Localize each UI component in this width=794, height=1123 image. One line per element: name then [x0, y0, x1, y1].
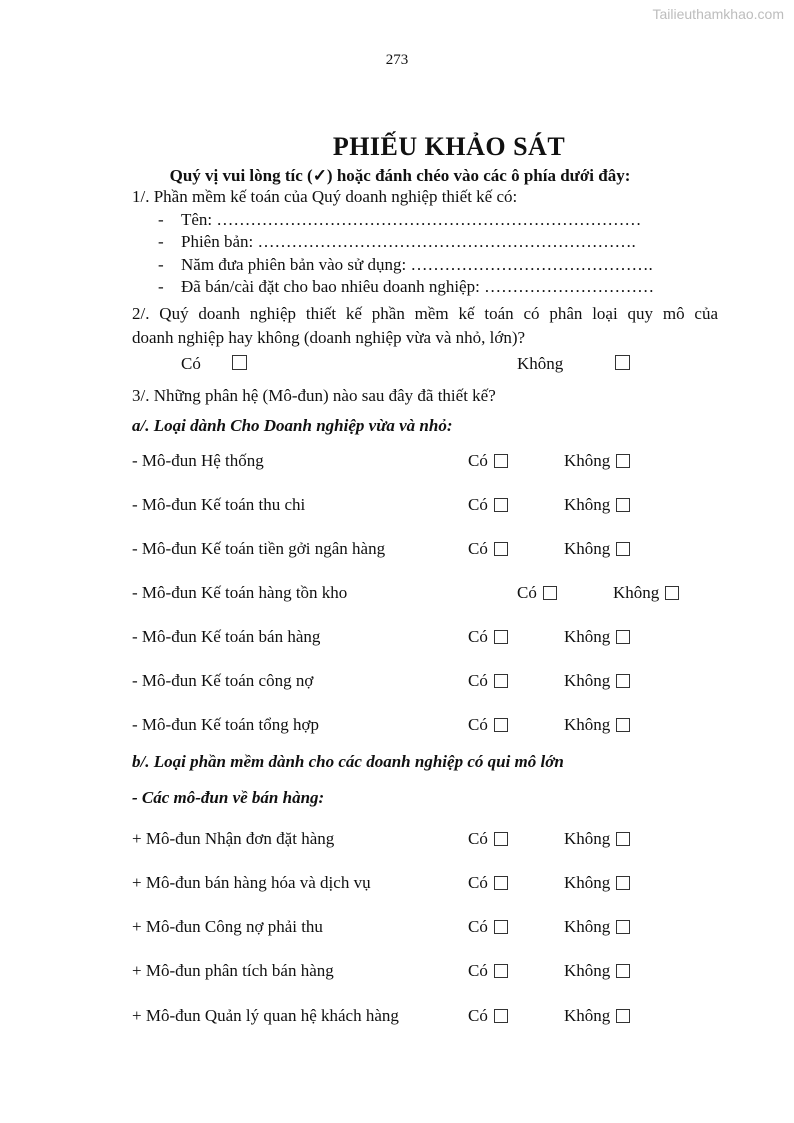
no-checkbox[interactable] — [616, 630, 630, 644]
no-checkbox[interactable] — [616, 1009, 630, 1023]
yes-checkbox[interactable] — [494, 876, 508, 890]
yes-option — [468, 829, 508, 849]
section-b-subtitle: - Các mô-đun về bán hàng: — [132, 788, 325, 807]
no-option — [564, 1006, 630, 1026]
no-label: Không — [613, 583, 660, 602]
no-label: Không — [564, 1006, 611, 1025]
yes-label: Có — [468, 495, 488, 514]
module-row-label: + Mô-đun Công nợ phải thu — [132, 917, 323, 936]
yes-checkbox[interactable] — [494, 454, 508, 468]
q2-yes-checkbox[interactable] — [232, 355, 247, 370]
no-label: Không — [564, 627, 611, 646]
no-checkbox[interactable] — [616, 498, 630, 512]
yes-checkbox[interactable] — [543, 586, 557, 600]
no-checkbox[interactable] — [616, 674, 630, 688]
yes-checkbox[interactable] — [494, 674, 508, 688]
yes-label: Có — [468, 961, 488, 980]
no-label: Không — [564, 451, 611, 470]
q1-name-field[interactable]: Tên: ………………………………………………………………… — [181, 210, 642, 229]
no-checkbox[interactable] — [616, 876, 630, 890]
bullet-dash: - — [158, 255, 164, 274]
no-option — [564, 451, 630, 471]
yes-label: Có — [468, 829, 488, 848]
no-option — [564, 495, 630, 515]
no-option — [564, 671, 630, 691]
no-option — [564, 917, 630, 937]
yes-option — [468, 1006, 508, 1026]
no-checkbox[interactable] — [616, 454, 630, 468]
yes-checkbox[interactable] — [494, 1009, 508, 1023]
q2-no-checkbox[interactable] — [615, 355, 630, 370]
bullet-dash: - — [158, 277, 164, 296]
yes-label: Có — [468, 671, 488, 690]
no-option — [613, 583, 679, 603]
module-row-label: + Mô-đun bán hàng hóa và dịch vụ — [132, 873, 371, 892]
yes-checkbox[interactable] — [494, 630, 508, 644]
no-checkbox[interactable] — [616, 718, 630, 732]
no-label: Không — [564, 961, 611, 980]
yes-label: Có — [468, 451, 488, 470]
yes-option — [468, 917, 508, 937]
instruction: Quý vị vui lòng tíc (✓) hoặc đánh chéo vào các ô phía dưới đây: — [169, 166, 631, 185]
no-checkbox[interactable] — [616, 964, 630, 978]
yes-label: Có — [468, 873, 488, 892]
question-3: 3/. Những phân hệ (Mô-đun) nào sau đây đã thiết kế? — [132, 386, 496, 405]
no-option — [564, 715, 630, 735]
question-2-line-1: 2/. Quý doanh nghiệp thiết kế phần mềm kế toán có phân loại quy mô của — [132, 304, 718, 323]
no-checkbox[interactable] — [665, 586, 679, 600]
bullet-dash: - — [158, 232, 164, 251]
module-row-label: + Mô-đun Quản lý quan hệ khách hàng — [132, 1006, 399, 1025]
yes-label: Có — [517, 583, 537, 602]
yes-label: Có — [468, 715, 488, 734]
yes-checkbox[interactable] — [494, 832, 508, 846]
no-option — [564, 539, 630, 559]
q1-year-field[interactable]: Năm đưa phiên bản vào sử dụng: ……………………………………. — [181, 255, 653, 274]
q2-no-label: Không — [517, 354, 564, 373]
page-title: PHIẾU KHẢO SÁT — [332, 132, 566, 161]
no-option — [564, 829, 630, 849]
module-row-label: - Mô-đun Kế toán công nợ — [132, 671, 314, 690]
no-label: Không — [564, 539, 611, 558]
module-row-label: - Mô-đun Kế toán tổng hợp — [132, 715, 319, 734]
yes-checkbox[interactable] — [494, 498, 508, 512]
section-a-title: a/. Loại dành Cho Doanh nghiệp vừa và nhỏ: — [132, 416, 453, 435]
no-option — [564, 627, 630, 647]
yes-option — [468, 627, 508, 647]
yes-checkbox[interactable] — [494, 964, 508, 978]
yes-option — [468, 715, 508, 735]
module-row-label: - Mô-đun Kế toán thu chi — [132, 495, 306, 514]
no-label: Không — [564, 829, 611, 848]
no-checkbox[interactable] — [616, 832, 630, 846]
no-label: Không — [564, 495, 611, 514]
no-label: Không — [564, 917, 611, 936]
no-option — [564, 873, 630, 893]
yes-option — [468, 495, 508, 515]
q2-yes-label: Có — [181, 354, 201, 373]
no-label: Không — [564, 873, 611, 892]
yes-checkbox[interactable] — [494, 718, 508, 732]
yes-option — [468, 961, 508, 981]
yes-option — [468, 671, 508, 691]
no-checkbox[interactable] — [616, 920, 630, 934]
no-option — [564, 961, 630, 981]
question-2-line-2: doanh nghiệp hay không (doanh nghiệp vừa và nhỏ, lớn)? — [132, 328, 526, 347]
module-row-label: + Mô-đun phân tích bán hàng — [132, 961, 334, 980]
yes-checkbox[interactable] — [494, 920, 508, 934]
question-1: 1/. Phần mềm kế toán của Quý doanh nghiệp thiết kế có: — [132, 187, 518, 206]
yes-option — [468, 539, 508, 559]
bullet-dash: - — [158, 210, 164, 229]
no-checkbox[interactable] — [616, 542, 630, 556]
module-row-label: - Mô-đun Kế toán tiền gởi ngân hàng — [132, 539, 386, 558]
yes-option — [468, 451, 508, 471]
module-row-label: + Mô-đun Nhận đơn đặt hàng — [132, 829, 335, 848]
module-row-label: - Mô-đun Kế toán bán hàng — [132, 627, 321, 646]
page-number: 273 — [385, 52, 409, 68]
yes-label: Có — [468, 1006, 488, 1025]
q1-version-field[interactable]: Phiên bản: …………………………………………………………. — [181, 232, 636, 251]
module-row-label: - Mô-đun Hệ thống — [132, 451, 264, 470]
yes-checkbox[interactable] — [494, 542, 508, 556]
yes-option — [517, 583, 557, 603]
no-label: Không — [564, 671, 611, 690]
watermark: Tailieuthamkhao.com — [652, 6, 784, 22]
yes-option — [468, 873, 508, 893]
no-label: Không — [564, 715, 611, 734]
section-b-title: b/. Loại phần mềm dành cho các doanh nghiệp có qui mô lớn — [132, 752, 564, 771]
yes-label: Có — [468, 539, 488, 558]
yes-label: Có — [468, 917, 488, 936]
yes-label: Có — [468, 627, 488, 646]
module-row-label: - Mô-đun Kế toán hàng tồn kho — [132, 583, 348, 602]
q1-installs-field[interactable]: Đã bán/cài đặt cho bao nhiêu doanh nghiệp: ………………………… — [181, 277, 655, 296]
